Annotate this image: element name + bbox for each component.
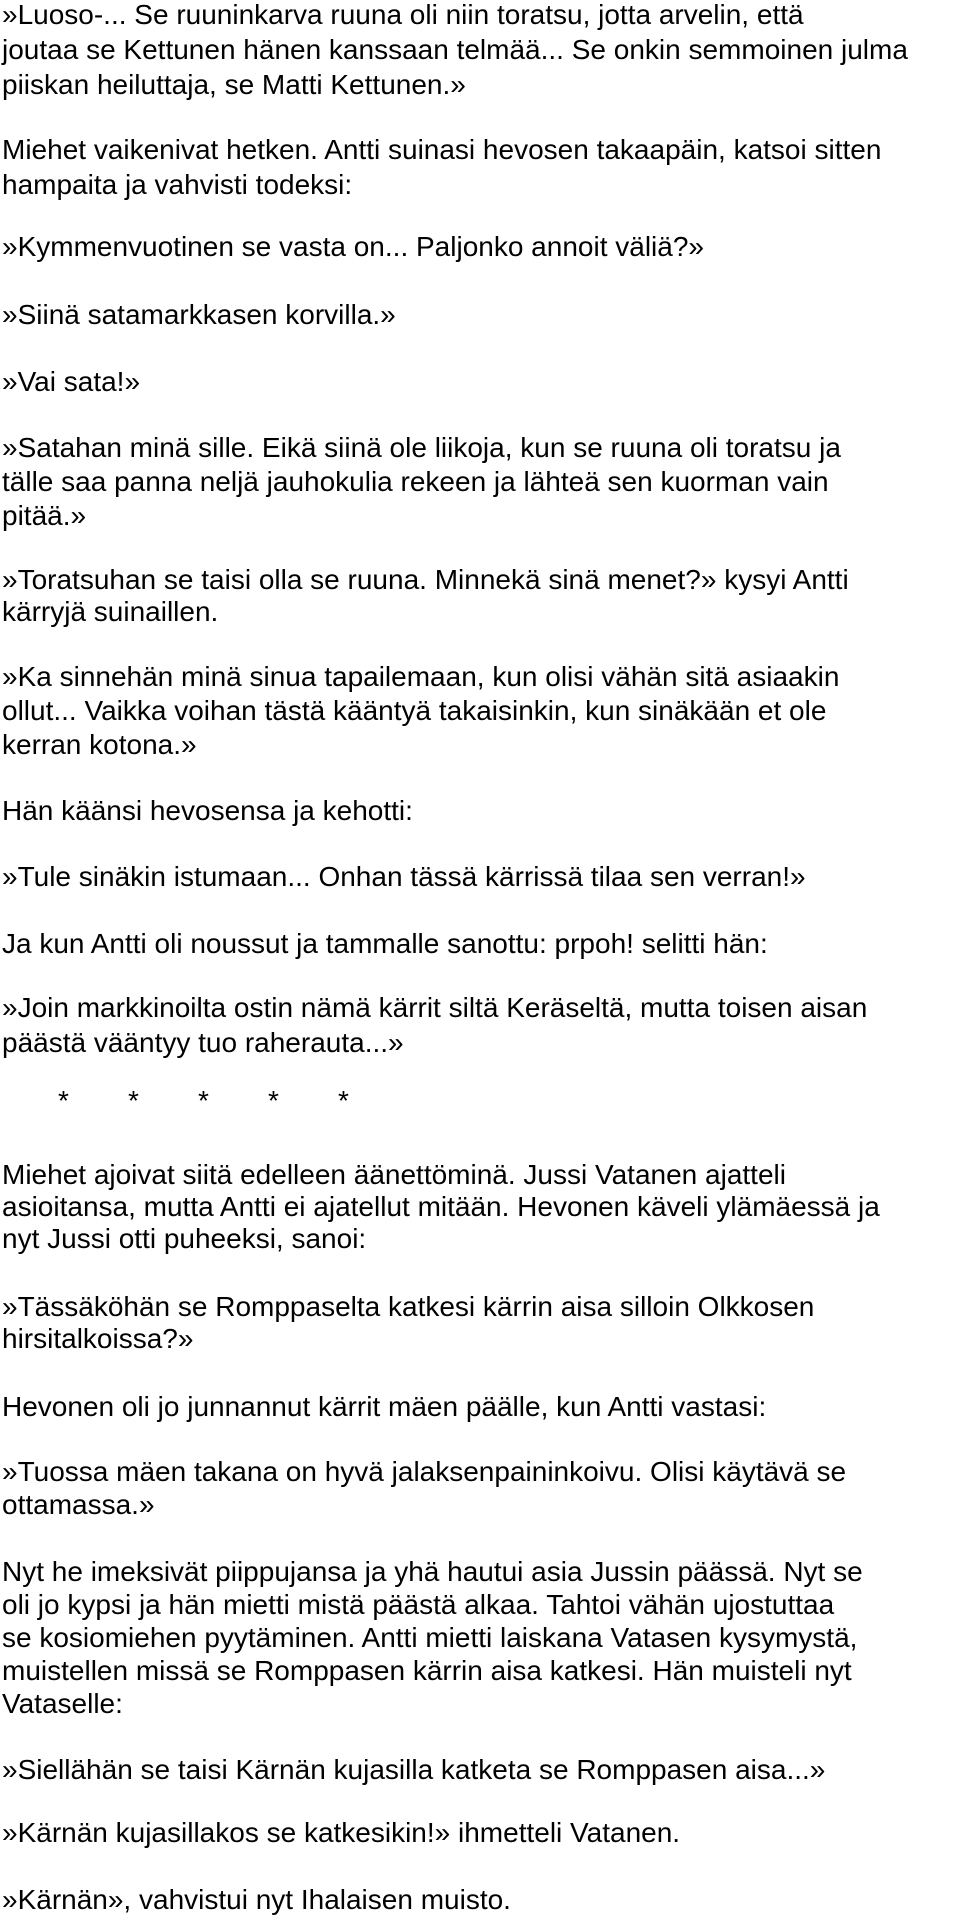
text-line: pitää.» [2,500,87,531]
text-line: »Toratsuhan se taisi olla se ruuna. Minnekä sinä menet?» kysyi Antti [2,564,849,595]
text-line: ollut... Vaikka voihan tästä kääntyä takaisinkin, kun sinäkään et ole [2,695,827,726]
text-line: »Vai sata!» [2,366,141,397]
text-line: »Join markkinoilta ostin nämä kärrit siltä Keräseltä, mutta toisen aisan [2,992,868,1023]
text-line: Vataselle: [2,1688,123,1719]
text-line: se kosiomiehen pyytäminen. Antti mietti laiskana Vatasen kysymystä, [2,1622,858,1653]
text-line: »Siinä satamarkkasen korvilla.» [2,299,396,330]
text-line: Miehet vaikenivat hetken. Antti suinasi hevosen takaapäin, katsoi sitten [2,134,882,165]
text-line: Ja kun Antti oli noussut ja tammalle sanottu: prpoh! selitti hän: [2,928,768,959]
text-line: »Kärnän», vahvistui nyt Ihalaisen muisto. [2,1884,511,1915]
text-line: Hän käänsi hevosensa ja kehotti: [2,795,413,826]
text-line: hirsitalkoissa?» [2,1323,194,1354]
text-line: »Kärnän kujasillakos se katkesikin!» ihmetteli Vatanen. [2,1817,681,1848]
text-line: muistellen missä se Romppasen kärrin aisa katkesi. Hän muisteli nyt [2,1655,852,1686]
text-line: joutaa se Kettunen hänen kanssaan telmää... Se onkin semmoinen julma [2,34,908,65]
text-line: asioitansa, mutta Antti ei ajatellut mitään. Hevonen käveli ylämäessä ja [2,1191,880,1222]
text-line: Miehet ajoivat siitä edelleen äänettöminä. Jussi Vatanen ajatteli [2,1159,786,1190]
text-line: päästä vääntyy tuo raherauta...» [2,1027,404,1058]
text-line: nyt Jussi otti puheeksi, sanoi: [2,1223,367,1254]
text-line: »Satahan minä sille. Eikä siinä ole liikoja, kun se ruuna oli toratsu ja [2,432,841,463]
separator-star: * [128,1085,139,1116]
text-line: kerran kotona.» [2,729,197,760]
text-line: »Luoso-... Se ruuninkarva ruuna oli niin toratsu, jotta arvelin, että [2,0,804,30]
separator-star: * [58,1085,69,1116]
text-line: tälle saa panna neljä jauhokulia rekeen ja lähteä sen kuorman vain [2,466,829,497]
text-line: kärryjä suinaillen. [2,596,219,627]
separator-star: * [198,1085,209,1116]
text-line: Nyt he imeksivät piippujansa ja yhä hautui asia Jussin päässä. Nyt se [2,1556,863,1587]
text-line: »Siellähän se taisi Kärnän kujasilla katketa se Romppasen aisa...» [2,1754,826,1785]
text-line: »Tässäköhän se Romppaselta katkesi kärrin aisa silloin Olkkosen [2,1291,815,1322]
text-line: oli jo kypsi ja hän mietti mistä päästä alkaa. Tahtoi vähän ujostuttaa [2,1589,835,1620]
text-line: »Kymmenvuotinen se vasta on... Paljonko annoit väliä?» [2,231,704,262]
separator-star: * [268,1085,279,1116]
text-line: »Tule sinäkin istumaan... Onhan tässä kärrissä tilaa sen verran!» [2,861,806,892]
text-line: piiskan heiluttaja, se Matti Kettunen.» [2,69,466,100]
text-line: ottamassa.» [2,1489,155,1520]
text-line: Hevonen oli jo junnannut kärrit mäen päälle, kun Antti vastasi: [2,1391,767,1422]
text-line: »Ka sinnehän minä sinua tapailemaan, kun olisi vähän sitä asiaakin [2,661,840,692]
separator-star: * [338,1085,349,1116]
text-line: hampaita ja vahvisti todeksi: [2,169,353,200]
text-line: »Tuossa mäen takana on hyvä jalaksenpaininkoivu. Olisi käytävä se [2,1456,847,1487]
